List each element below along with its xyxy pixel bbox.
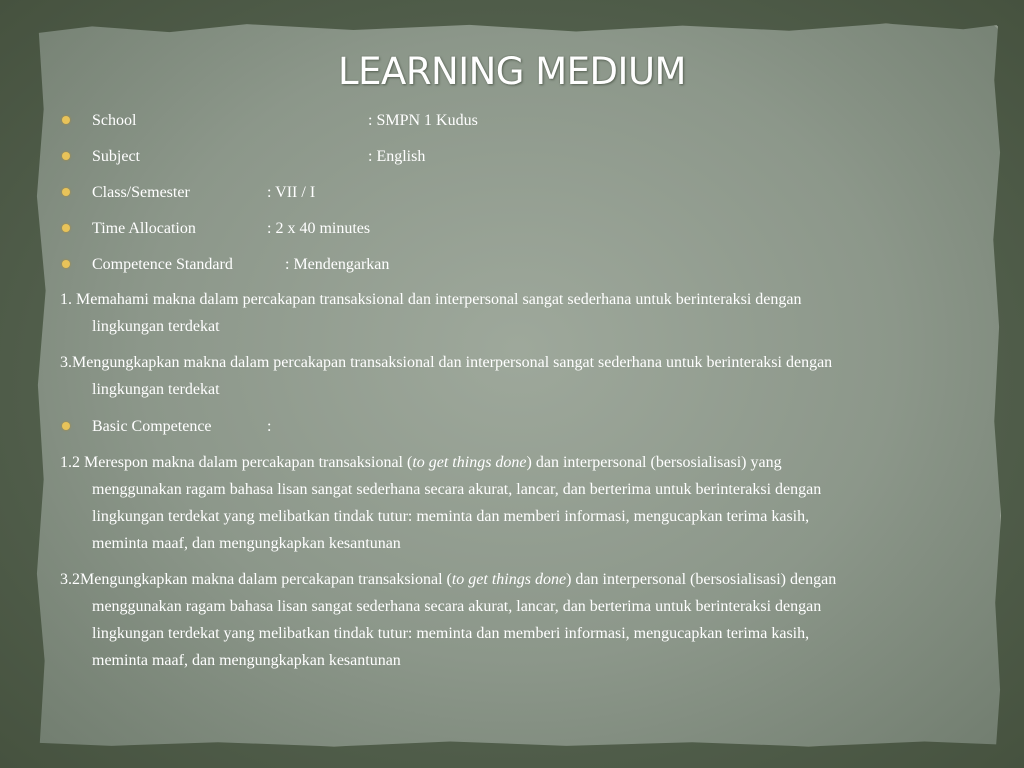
standard-item bbox=[60, 349, 990, 403]
competence-item bbox=[60, 566, 990, 674]
standard-item bbox=[60, 286, 990, 340]
field-value: : bbox=[267, 418, 272, 435]
field-label: Basic Competence bbox=[92, 418, 212, 435]
competence-text-continued: meminta maaf, dan mengungkapkan kesantunan bbox=[92, 652, 401, 669]
bullet-icon bbox=[62, 152, 70, 160]
standard-text: 1. Memahami makna dalam percakapan transaksional dan interpersonal sangat sederhana untuk berinteraksi dengan bbox=[60, 291, 802, 308]
bullet-icon bbox=[62, 422, 70, 430]
italic-phrase: to get things done bbox=[412, 454, 527, 471]
competence-text-continued: menggunakan ragam bahasa lisan sangat sederhana secara akurat, lancar, dan berterima untuk berinteraksi dengan bbox=[92, 598, 822, 615]
field-value: : English bbox=[368, 148, 426, 165]
competence-text: 3.2Mengungkapkan makna dalam percakapan transaksional (to get things done) dan interpersonal (bersosialisasi) dengan bbox=[60, 571, 837, 588]
standard-text: 3.Mengungkapkan makna dalam percakapan transaksional dan interpersonal sangat sederhana untuk berinteraksi dengan bbox=[60, 354, 833, 371]
slide-title: LEARNING MEDIUM bbox=[338, 50, 686, 93]
italic-phrase: to get things done bbox=[451, 571, 567, 588]
competence-text-continued: meminta maaf, dan mengungkapkan kesantunan bbox=[92, 535, 401, 552]
field-value: : 2 x 40 minutes bbox=[267, 220, 371, 237]
bullet-icon bbox=[62, 188, 70, 196]
bullet-icon bbox=[62, 116, 70, 124]
field-label: Class/Semester bbox=[92, 184, 190, 201]
field-value: : Mendengarkan bbox=[285, 256, 390, 273]
standard-text-continued: lingkungan terdekat bbox=[92, 318, 220, 335]
field-label: School bbox=[92, 112, 137, 129]
competence-text-continued: lingkungan terdekat yang melibatkan tindak tutur: meminta dan memberi informasi, mengucapkan terima kasih, bbox=[92, 625, 810, 642]
competence-text-continued: lingkungan terdekat yang melibatkan tindak tutur: meminta dan memberi informasi, mengucapkan terima kasih, bbox=[92, 508, 810, 525]
bullet-icon bbox=[62, 260, 70, 268]
bullet-icon bbox=[62, 224, 70, 232]
field-value: : SMPN 1 Kudus bbox=[368, 112, 478, 129]
field-value: : VII / I bbox=[267, 184, 316, 201]
field-label: Time Allocation bbox=[92, 220, 196, 237]
field-label: Subject bbox=[92, 148, 140, 165]
standard-text-continued: lingkungan terdekat bbox=[92, 381, 220, 398]
competence-text: 1.2 Merespon makna dalam percakapan transaksional (to get things done) dan interpersonal (bersosialisasi) yang bbox=[60, 454, 782, 471]
competence-text-continued: menggunakan ragam bahasa lisan sangat sederhana secara akurat, lancar, dan berterima untuk berinteraksi dengan bbox=[92, 481, 822, 498]
field-label: Competence Standard bbox=[92, 256, 233, 273]
competence-item bbox=[60, 449, 990, 557]
